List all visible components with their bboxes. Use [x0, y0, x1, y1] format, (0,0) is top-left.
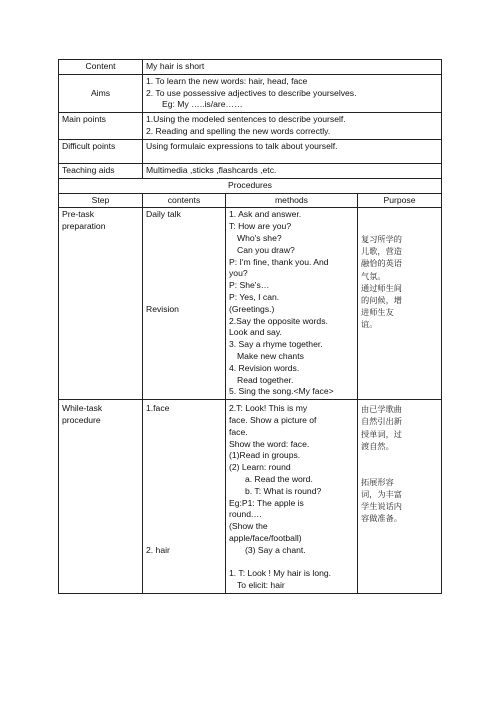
purpose-line: 自然引出新	[361, 416, 402, 427]
aims-line: 1. To learn the new words: hair, head, face	[146, 75, 308, 86]
aims-value	[143, 74, 442, 112]
method-line: (Greetings.)	[229, 303, 275, 314]
method-line: apple/face/football)	[229, 532, 302, 543]
step-label: procedure	[62, 414, 101, 425]
purpose-line: 复习所学的	[361, 233, 402, 244]
method-line: 4. Revision words.	[229, 362, 300, 373]
main-points-label: Main points	[59, 113, 143, 140]
content-item: 2. hair	[146, 544, 170, 555]
method-line: a. Read the word.	[245, 473, 313, 484]
teaching-aids-value: Multimedia ,sticks ,flashcards ,etc.	[143, 163, 442, 178]
step-label: While-task	[62, 403, 103, 414]
method-line: 1. Ask and answer.	[229, 209, 302, 220]
while-task-methods	[226, 400, 358, 594]
method-line: P: I'm fine, thank you. And	[229, 256, 329, 267]
pre-task-methods	[226, 208, 358, 400]
method-line: round.…	[229, 509, 262, 520]
pre-task-contents	[143, 208, 226, 400]
column-header-contents: contents	[143, 193, 226, 208]
content-row	[59, 60, 442, 75]
pre-task-purpose	[358, 208, 442, 400]
method-line: Look and say.	[229, 327, 282, 338]
method-line: (2) Learn: round	[229, 462, 291, 473]
while-task-contents	[143, 400, 226, 594]
purpose-line: 容做准备。	[361, 513, 402, 524]
method-line: you?	[229, 268, 248, 279]
procedures-header-row	[59, 193, 442, 208]
purpose-line: 儿歌，营造	[361, 246, 402, 257]
method-line: Read together.	[237, 374, 294, 385]
aims-row	[59, 74, 442, 112]
method-line: 2.Say the opposite words.	[229, 315, 328, 326]
method-line: (Show the	[229, 521, 268, 532]
main-points-value	[143, 113, 442, 140]
column-header-purpose: Purpose	[358, 193, 442, 208]
purpose-line: 融恰的英语	[361, 258, 402, 269]
pre-task-row	[59, 208, 442, 400]
step-label: Pre-task	[62, 209, 94, 220]
purpose-line: 的问候，增	[361, 294, 402, 305]
purpose-line: 谊。	[361, 319, 378, 330]
method-line: (3) Say a chant.	[245, 544, 306, 555]
method-line: To elicit: hair	[237, 580, 285, 591]
method-line: (1)Read in groups.	[229, 450, 301, 461]
purpose-line: 通过师生间	[361, 282, 402, 293]
method-line: Eg:P1: The apple is	[229, 497, 304, 508]
content-item: 1.face	[146, 403, 170, 414]
difficult-points-row	[59, 139, 442, 163]
method-line: face. Show a picture of	[229, 414, 317, 425]
column-header-step: Step	[59, 193, 143, 208]
main-points-line: 2. Reading and spelling the new words correctly.	[146, 125, 331, 136]
method-line: b. T: What is round?	[245, 485, 322, 496]
procedures-title-row	[59, 178, 442, 193]
difficult-points-value: Using formulaic expressions to talk about yourself.	[143, 139, 442, 163]
method-line: Make new chants	[237, 350, 304, 361]
purpose-line: 渡自然。	[361, 440, 394, 451]
pre-task-step	[59, 208, 143, 400]
difficult-points-label: Difficult points	[59, 139, 143, 163]
main-points-line: 1.Using the modeled sentences to describe yourself.	[146, 114, 346, 125]
while-task-purpose	[358, 400, 442, 594]
method-line: P: She's…	[229, 280, 270, 291]
column-header-methods: methods	[226, 193, 358, 208]
method-line: T: How are you?	[229, 221, 292, 232]
purpose-line: 拓展形容	[361, 476, 394, 487]
purpose-line: 授单词，过	[361, 428, 402, 439]
lesson-plan-table	[58, 59, 442, 594]
teaching-aids-row	[59, 163, 442, 178]
content-label: Content	[59, 60, 143, 75]
content-item: Daily talk	[146, 209, 181, 220]
while-task-row	[59, 400, 442, 594]
procedures-title: Procedures	[59, 178, 442, 193]
lesson-plan	[58, 59, 441, 594]
purpose-line: 进师生友	[361, 307, 394, 318]
method-line: 5. Sing the song.<My face>	[229, 386, 334, 397]
purpose-line: 学生说话内	[361, 500, 402, 511]
method-line: 2.T: Look! This is my	[229, 403, 308, 414]
method-line: face.	[229, 426, 248, 437]
method-line: 3. Say a rhyme together.	[229, 339, 323, 350]
purpose-line: 气氛。	[361, 270, 386, 281]
method-line: 1. T: Look ! My hair is long.	[229, 568, 332, 579]
method-line: Who's she?	[237, 232, 282, 243]
aims-line: 2. To use possessive adjectives to describe yourselves.	[146, 87, 357, 98]
purpose-line: 由已学歌曲	[361, 404, 402, 415]
purpose-line: 词，为丰富	[361, 488, 402, 499]
step-label: preparation	[62, 221, 106, 232]
aims-line: Eg: My …..is/are……	[162, 99, 243, 110]
main-points-row	[59, 113, 442, 140]
teaching-aids-label: Teaching aids	[59, 163, 143, 178]
content-value: My hair is short	[143, 60, 442, 75]
aims-label: Aims	[59, 74, 143, 112]
method-line: Can you draw?	[237, 244, 295, 255]
method-line: Show the word: face.	[229, 438, 310, 449]
while-task-step	[59, 400, 143, 594]
content-item: Revision	[146, 303, 179, 314]
method-line: P: Yes, I can.	[229, 291, 280, 302]
